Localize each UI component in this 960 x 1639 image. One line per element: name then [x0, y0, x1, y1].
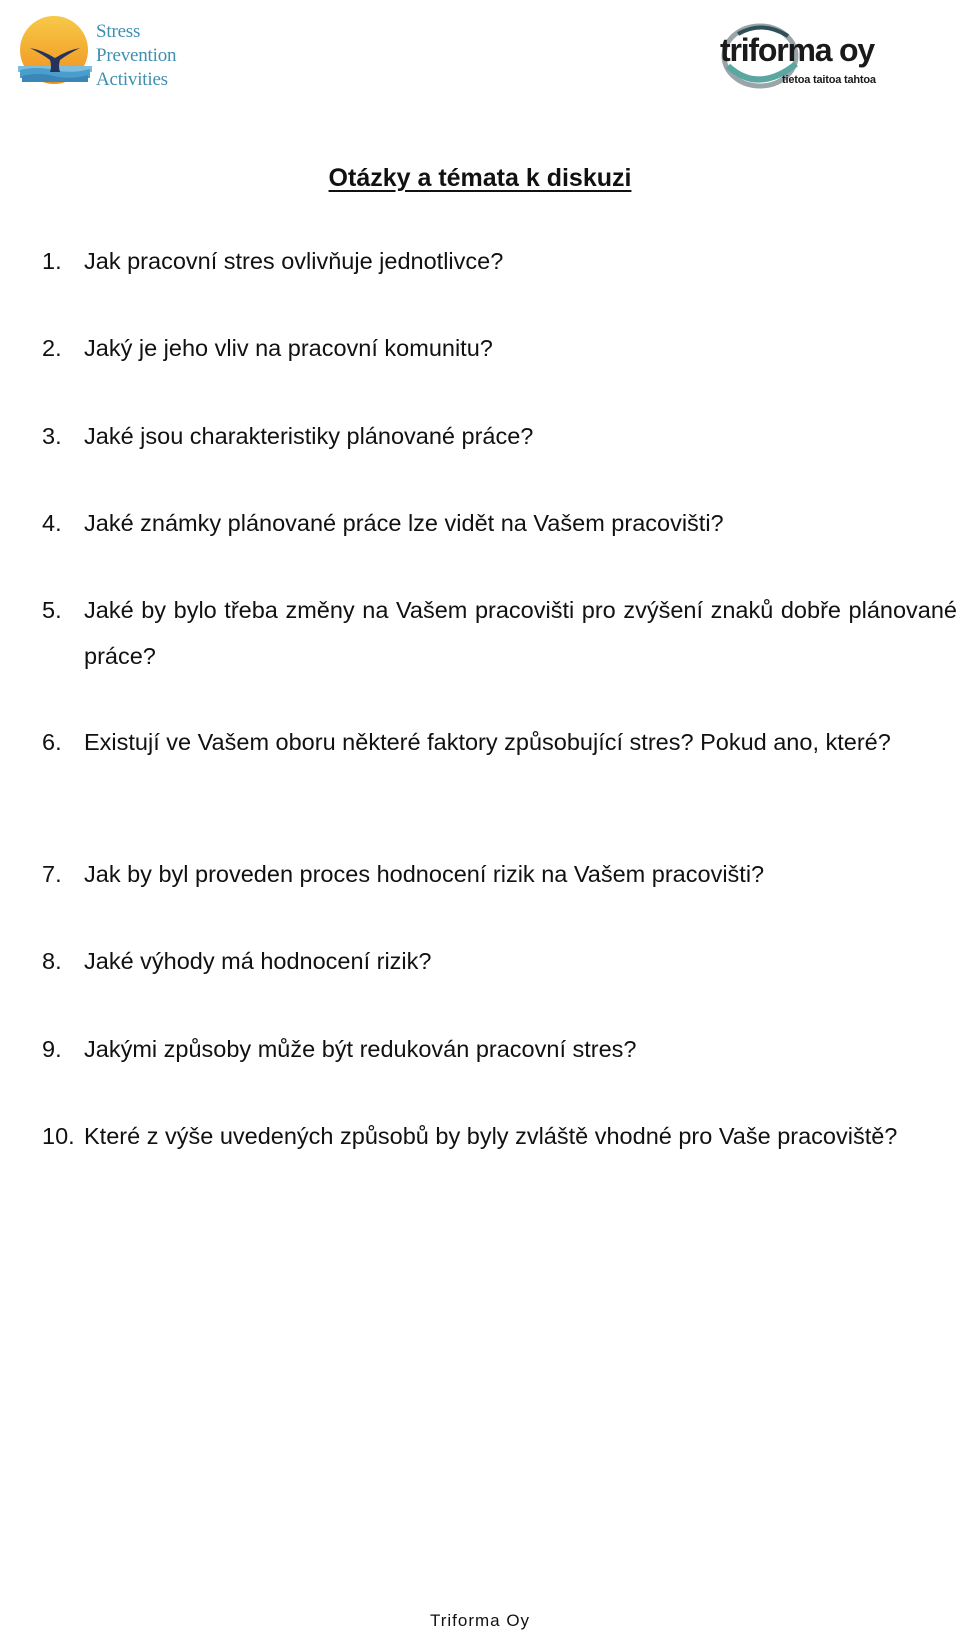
- question-text: Jaké výhody má hodnocení rizik?: [84, 948, 432, 974]
- question-text: Jak by byl proveden proces hodnocení rizik na Vašem pracovišti?: [84, 861, 765, 887]
- logo-wordmark: Stress Prevention Activities: [96, 21, 177, 90]
- question-text: Jak pracovní stres ovlivňuje jednotlivce?: [84, 248, 504, 274]
- question-number: 3.: [42, 423, 62, 449]
- question-item: [42, 325, 957, 371]
- question-text: Jakými způsoby může být redukován pracovní stres?: [84, 1036, 637, 1062]
- page-header: [0, 0, 960, 110]
- question-number: 4.: [42, 510, 62, 536]
- question-text: Jaké známky plánované práce lze vidět na Vašem pracovišti?: [84, 510, 724, 536]
- question-number: 10.: [42, 1123, 75, 1149]
- question-text: Existují ve Vašem oboru některé faktory způsobující stres? Pokud ano, které?: [84, 729, 891, 755]
- question-text: Jaké jsou charakteristiky plánované práce?: [84, 423, 534, 449]
- question-item: [42, 413, 957, 459]
- stress-prevention-activities-logo: [16, 14, 176, 94]
- page-footer: Triforma Oy: [429, 1611, 531, 1630]
- triforma-oy-logo: [718, 20, 898, 100]
- question-item: [42, 500, 957, 546]
- question-number: 9.: [42, 1036, 62, 1062]
- question-item: [42, 938, 957, 984]
- question-item: [42, 719, 957, 765]
- question-item: [42, 587, 957, 679]
- page-title: Otázky a témata k diskuzi: [328, 164, 632, 192]
- brand-name: triforma oy: [720, 32, 874, 68]
- question-number: 8.: [42, 948, 62, 974]
- question-text: Jaké by bylo třeba změny na Vašem pracovišti pro zvýšení znaků dobře plánované práce?: [84, 597, 957, 669]
- question-item: [42, 1026, 957, 1072]
- sun-whale-tail-icon: [16, 14, 96, 94]
- question-item: [42, 238, 957, 284]
- question-item: [42, 1113, 957, 1159]
- question-number: 6.: [42, 729, 62, 755]
- question-number: 1.: [42, 248, 62, 274]
- brand-tagline: tietoa taitoa tahtoa: [782, 74, 876, 86]
- question-text: Které z výše uvedených způsobů by byly zvláště vhodné pro Vaše pracoviště?: [84, 1123, 898, 1149]
- question-item: [42, 851, 957, 897]
- question-number: 5.: [42, 597, 62, 623]
- question-number: 2.: [42, 335, 62, 361]
- question-number: 7.: [42, 861, 62, 887]
- question-text: Jaký je jeho vliv na pracovní komunitu?: [84, 335, 493, 361]
